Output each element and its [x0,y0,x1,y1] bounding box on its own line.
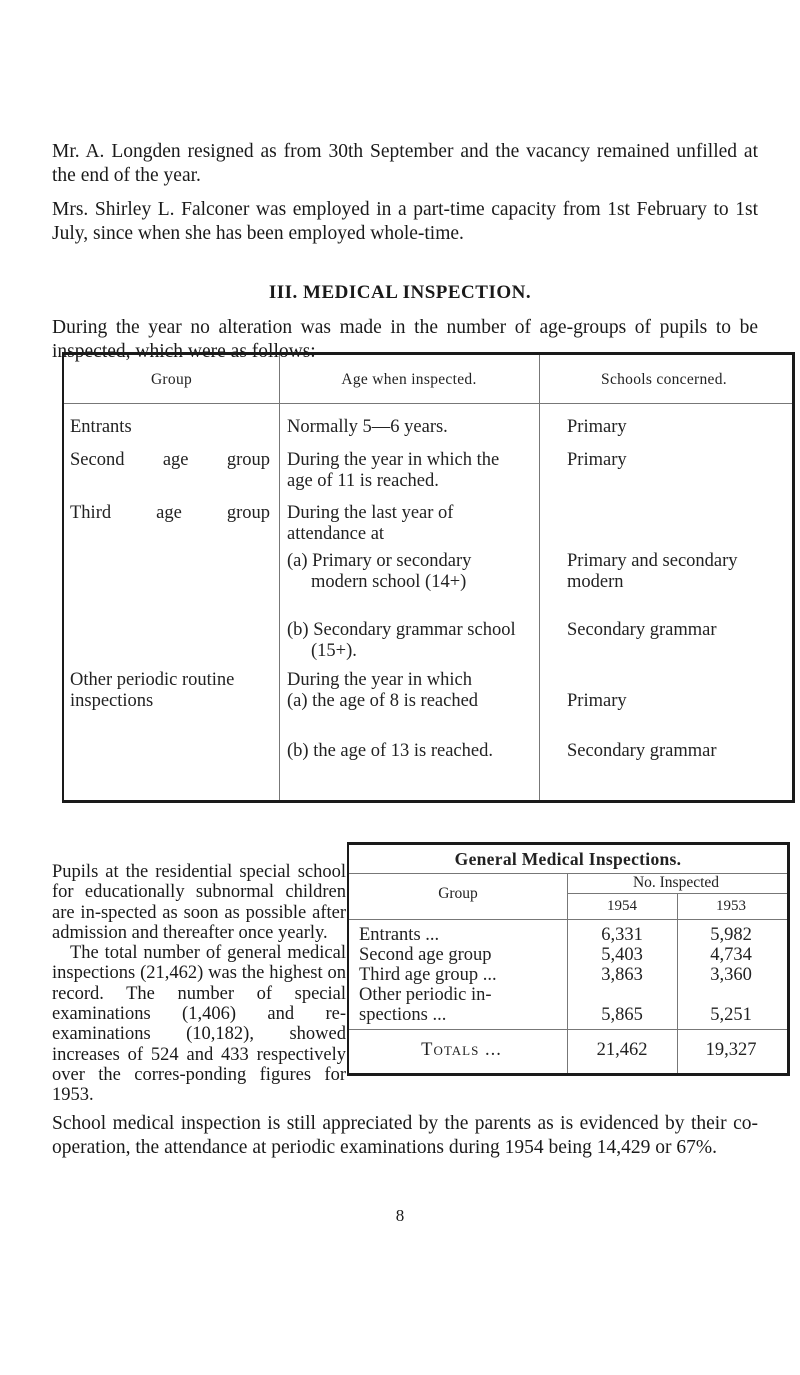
paragraph-falconer: Mrs. Shirley L. Falconer was employed in a part-time capacity from 1st February to 1st July, since when she has been employed whole-time. [52,199,758,244]
age-cell: (a) Primary or secondary modern school (14+) [287,551,472,592]
value-1953: 5,251 [710,1005,752,1025]
schools-cell: Primary and secondary modern [567,551,738,592]
header-year-1953: 1953 [716,898,746,914]
age-cell: (b) the age of 13 is reached. [287,741,493,761]
age-groups-table [62,352,795,803]
column-divider [279,355,280,800]
schools-cell: Secondary grammar [567,741,717,761]
residential-school-paragraph: Pupils at the residential special school for educationally subnormal children are in-spected as soon as possible after admission and thereafter once yearly. [52,862,346,943]
page-number: 8 [395,1206,405,1225]
header-no-inspected: No. Inspected [632,874,720,891]
totals-label: Totals ... [421,1040,502,1060]
paragraph-parents-cooperation: School medical inspection is still appreciated by the parents as is evidenced by their co-operation, the attendance at periodic examinations during 1954 being 14,429 or 67%. [52,1113,758,1158]
header-group: Group [150,371,193,388]
group-cell: Entrants [70,417,132,437]
group-cell: Third age group [70,503,270,523]
group-cell: Entrants ... [359,925,440,945]
age-cell: During the year in which the age of 11 is reached. [287,450,500,491]
total-inspections-paragraph: The total number of general medical inspections (21,462) was the highest on record. The number of special examinations (1,406) and re-examinations (10,182), showed increases of 524 and 433 respectively over the corres-ponding figures for 1953. [52,943,346,1106]
schools-cell: Primary [567,691,627,711]
header-age: Age when inspected. [341,371,477,388]
general-medical-inspections-table [347,842,790,1076]
age-cell: Normally 5—6 years. [287,417,448,437]
age-cell: (b) Secondary grammar school (15+). [287,620,516,661]
header-schools: Schools concerned. [601,371,727,388]
header-rule [64,403,792,404]
group-cell: Third age group ... [359,965,497,985]
schools-cell: Secondary grammar [567,620,717,640]
value-1954: 3,863 [601,965,643,985]
age-cell: During the year in which [287,670,472,690]
totals-rule [349,1029,787,1030]
totals-1953: 19,327 [705,1040,757,1060]
group-cell: Second age group [70,450,270,470]
group-cell: Second age group [359,945,492,965]
value-1954: 5,865 [601,1005,643,1025]
age-cell: (a) the age of 8 is reached [287,691,479,711]
value-1954: 5,403 [601,945,643,965]
value-1954: 6,331 [601,925,643,945]
paragraph-age-groups-intro: During the year no alteration was made in the number of age-groups of pupils to be inspected, which were as follows:— [52,317,758,362]
paragraph-longden: Mr. A. Longden resigned as from 30th September and the vacancy remained unfilled at the end of the year. [52,141,758,186]
residential-school-text [52,862,346,1106]
header-year-1954: 1954 [607,898,637,914]
group-cell: Other periodic in- [359,985,492,1005]
header-rule [349,919,787,920]
group-cell: Other periodic routine inspections [70,670,235,711]
age-cell: During the last year of attendance at [287,503,454,544]
column-divider [539,355,540,800]
value-1953: 3,360 [710,965,752,985]
section-heading: III. MEDICAL INSPECTION. [268,282,532,303]
value-1953: 5,982 [710,925,752,945]
value-1953: 4,734 [710,945,752,965]
table-title: General Medical Inspections. [454,849,682,869]
group-cell: spections ... [359,1005,447,1025]
schools-cell: Primary [567,450,627,470]
totals-1954: 21,462 [596,1040,648,1060]
schools-cell: Primary [567,417,627,437]
header-group: Group [438,885,478,902]
